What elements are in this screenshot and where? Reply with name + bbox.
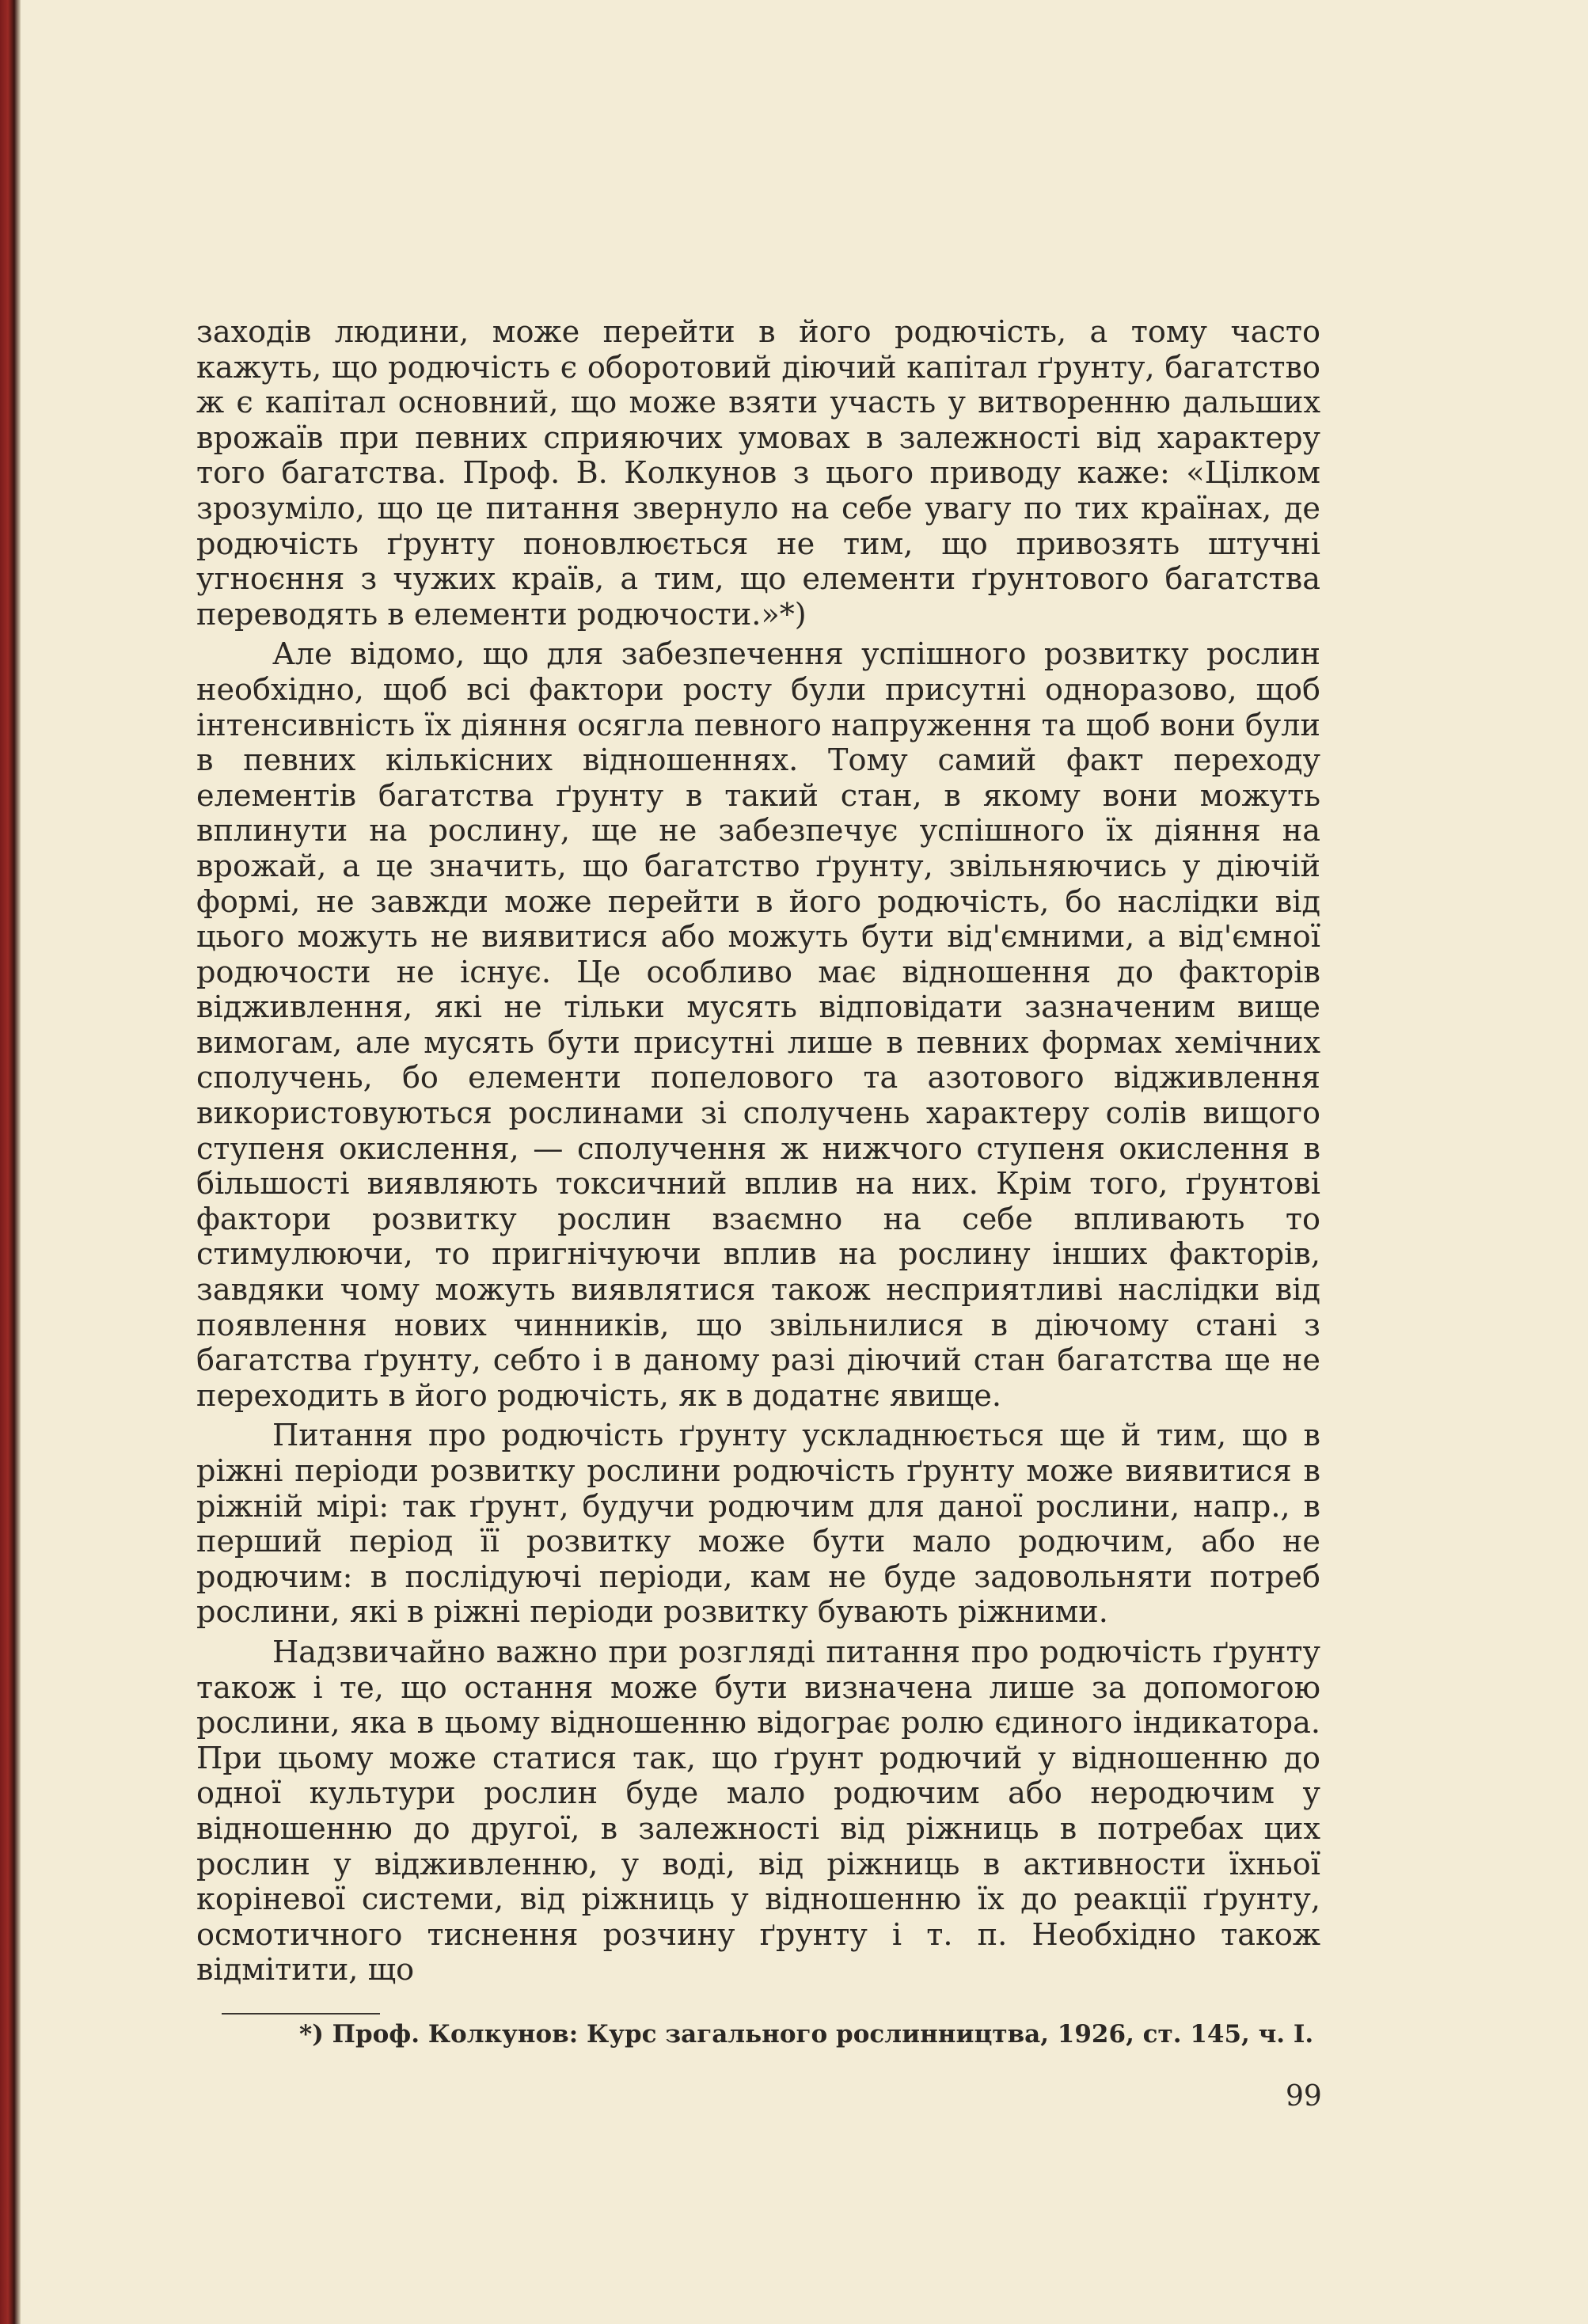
footnote: *) Проф. Колкунов: Курс загального рослинництва, 1926, ст. 145, ч. I. <box>299 2020 1314 2049</box>
paragraph-1: заходів людини, може перейти в його родючість, а тому часто кажуть, що родючість є оборотовий діючий капітал ґрунту, багатство ж є капітал основний, що може взяти участь у витворенню дальших врожаїв при певних сприяючих умовах в залежності від характеру того багатства. Проф. В. Колкунов з цього приводу каже: «Цілком зрозуміло, що це питання звернуло на себе увагу по тих країнах, де родючість ґрунту поновлюється не тим, що привозять штучні угноєння з чужих країв, а тим, що елементи ґрунтового багатства переводять в елементи родючости.»*) <box>196 315 1320 632</box>
footnote-divider <box>222 2013 380 2015</box>
paragraph-2: Але відомо, що для забезпечення успішного розвитку рослин необхідно, щоб всі фактори росту були присутні одноразово, щоб інтенсивність їх діяння осягла певного напруження та щоб вони були в певних кількісних відношеннях. Тому самий факт переходу елементів багатства ґрунту в такий стан, в якому вони можуть вплинути на рослину, ще не забезпечує успішного їх діяння на врожай, а це значить, що багатство ґрунту, звільняючись у діючій формі, не завжди може перейти в його родючість, бо наслідки від цього можуть не виявитися або можуть бути від'ємними, а від'ємної родючости не існує. Це особливо має відношення до факторів відживлення, які не тільки мусять відповідати зазначеним вище вимогам, але мусять бути присутні лише в певних формах хемічних сполучень, бо елементи попелового та азотового відживлення використовуються рослинами зі сполучень характеру солів вищого ступеня окислення, — сполучення ж нижчого ступеня окислення в більшості виявляють токсичний вплив на них. Крім того, ґрунтові фактори розвитку рослин взаємно на себе впливають то стимулюючи, то пригнічуючи вплив на рослину інших факторів, завдяки чому можуть виявлятися також несприятливі наслідки від появлення нових чинників, що звільнилися в діючому стані з багатства ґрунту, себто і в даному разі діючий стан багатства ще не переходить в його родючість, як в додатнє явище. <box>196 637 1320 1414</box>
page-number: 99 <box>1286 2080 1322 2113</box>
paragraph-4: Надзвичайно важно при розгляді питання про родючість ґрунту також і те, що остання може бути визначена лише за допомогою рослини, яка в цьому відношенню відограє ролю єдиного індикатора. При цьому може статися так, що ґрунт родючий у відношенню до одної культури рослин буде мало родючим або неродючим у відношенню до другої, в залежності від ріжниць в потребах цих рослин у відживленню, у воді, від ріжниць в активности їхньої коріневої системи, від ріжниць у відношенню їх до реакції ґрунту, осмотичного тиснення розчину ґрунту і т. п. Необхідно також відмітити, що <box>196 1635 1320 1988</box>
book-spine-edge <box>0 0 21 2324</box>
main-text <box>196 315 1320 1988</box>
book-page <box>21 0 1588 2324</box>
paragraph-3: Питання про родючість ґрунту ускладнюється ще й тим, що в ріжні періоди розвитку рослини родючість ґрунту може виявитися в ріжній мірі: так ґрунт, будучи родючим для даної рослини, напр., в перший період її розвитку може бути мало родючим, або не родючим: в послідуючі періоди, кам не буде задовольняти потреб рослини, які в ріжні періоди розвитку бувають ріжними. <box>196 1418 1320 1631</box>
